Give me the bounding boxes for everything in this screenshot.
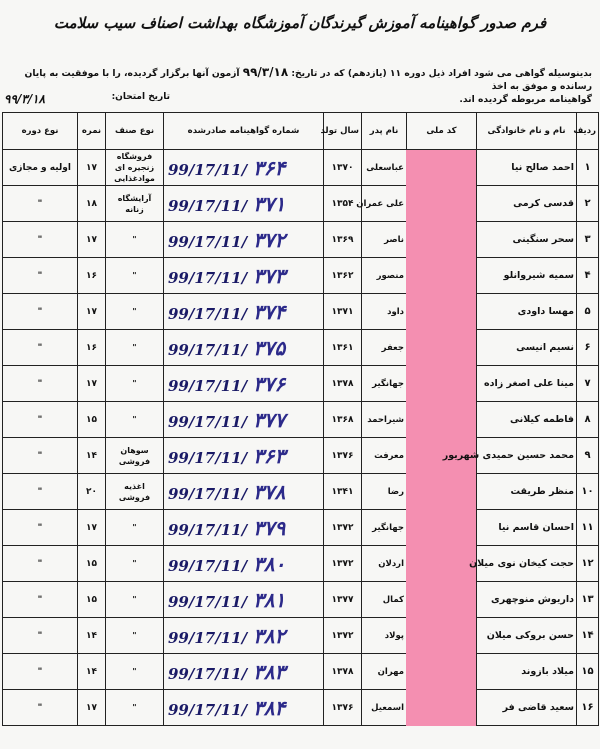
certificate-number bbox=[164, 582, 324, 618]
score: ۱۴ bbox=[78, 618, 106, 654]
birth-year: ۱۳۶۲ bbox=[324, 258, 362, 294]
exam-date-label: تاریخ امتحان: bbox=[111, 92, 170, 102]
father-name: شیراحمد bbox=[362, 402, 407, 438]
score: ۱۷ bbox=[78, 510, 106, 546]
intro-text bbox=[2, 66, 592, 106]
national-id-redacted bbox=[407, 366, 477, 402]
certificate-handwritten-number: ۳۸۱ bbox=[253, 587, 286, 612]
national-id-redacted bbox=[407, 474, 477, 510]
guild-type: اغذیه فروشی bbox=[106, 474, 164, 510]
score: ۱۵ bbox=[78, 402, 106, 438]
table-row bbox=[3, 402, 599, 438]
father-name: جعفر bbox=[362, 330, 407, 366]
national-id-redacted bbox=[407, 330, 477, 366]
certificate-number bbox=[164, 294, 324, 330]
table-row bbox=[3, 330, 599, 366]
row-number: ۵ bbox=[577, 294, 599, 330]
table-row bbox=[3, 294, 599, 330]
table-row bbox=[3, 258, 599, 294]
certificate-prefix: 99/17/11/ bbox=[168, 412, 248, 431]
guild-type: سوهان فروشی bbox=[106, 438, 164, 474]
guild-type: " bbox=[106, 510, 164, 546]
national-id-redacted bbox=[407, 546, 477, 582]
row-number: ۱۰ bbox=[577, 474, 599, 510]
father-name: کمال bbox=[362, 582, 407, 618]
national-id-redacted bbox=[407, 150, 477, 186]
table-row bbox=[3, 150, 599, 186]
certificate-handwritten-number: ۳۸۰ bbox=[253, 551, 286, 576]
applicant-name: سمیه شیروانلو bbox=[477, 258, 577, 294]
table-row bbox=[3, 222, 599, 258]
birth-year: ۱۳۷۰ bbox=[324, 150, 362, 186]
birth-year: ۱۳۷۲ bbox=[324, 546, 362, 582]
course-type: " bbox=[3, 402, 78, 438]
certificate-prefix: 99/17/11/ bbox=[168, 268, 248, 287]
row-number: ۱۳ bbox=[577, 582, 599, 618]
father-name: جهانگیر bbox=[362, 510, 407, 546]
header-course-type: نوع دوره bbox=[3, 113, 78, 150]
applicant-name: قدسی کرمی bbox=[477, 186, 577, 222]
score: ۱۸ bbox=[78, 186, 106, 222]
applicant-name: میلاد بازوند bbox=[477, 654, 577, 690]
course-type: " bbox=[3, 618, 78, 654]
certificate-prefix: 99/17/11/ bbox=[168, 160, 248, 179]
course-type: " bbox=[3, 366, 78, 402]
father-name: عباسعلی bbox=[362, 150, 407, 186]
intro-line1-a: بدینوسیله گواهی می شود افراد ذیل دوره ۱۱ (یازدهم) که در تاریخ: bbox=[291, 68, 592, 79]
score: ۱۴ bbox=[78, 654, 106, 690]
header-row-number: ردیف bbox=[577, 113, 599, 150]
certificate-prefix: 99/17/11/ bbox=[168, 520, 248, 539]
father-name: رضا bbox=[362, 474, 407, 510]
table-row bbox=[3, 186, 599, 222]
header-guild: نوع صنف bbox=[106, 113, 164, 150]
guild-type: " bbox=[106, 294, 164, 330]
course-type: " bbox=[3, 438, 78, 474]
certificate-handwritten-number: ۳۶۴ bbox=[253, 155, 286, 180]
guild-type: " bbox=[106, 330, 164, 366]
course-type: " bbox=[3, 474, 78, 510]
certificate-prefix: 99/17/11/ bbox=[168, 448, 248, 467]
birth-year: ۱۳۷۸ bbox=[324, 366, 362, 402]
certificate-number bbox=[164, 690, 324, 726]
course-type: اولیه و مجازی bbox=[3, 150, 78, 186]
course-type: " bbox=[3, 186, 78, 222]
national-id-redacted bbox=[407, 582, 477, 618]
certificate-handwritten-number: ۳۸۴ bbox=[253, 695, 286, 720]
certificate-prefix: 99/17/11/ bbox=[168, 628, 248, 647]
national-id-redacted bbox=[407, 618, 477, 654]
applicant-name: منظر طریقت bbox=[477, 474, 577, 510]
intro-line2: گواهینامه مربوطه گردیده اند. bbox=[459, 94, 592, 105]
score: ۱۷ bbox=[78, 222, 106, 258]
course-type: " bbox=[3, 582, 78, 618]
birth-year: ۱۳۶۸ bbox=[324, 402, 362, 438]
table-row bbox=[3, 654, 599, 690]
score: ۱۵ bbox=[78, 546, 106, 582]
header-score: نمره bbox=[78, 113, 106, 150]
applicant-name: احمد صالح نیا bbox=[477, 150, 577, 186]
birth-year: ۱۳۶۱ bbox=[324, 330, 362, 366]
birth-year: ۱۳۴۱ bbox=[324, 474, 362, 510]
national-id-redacted bbox=[407, 186, 477, 222]
guild-type: " bbox=[106, 366, 164, 402]
certificate-handwritten-number: ۳۸۲ bbox=[253, 623, 286, 648]
header-certificate: شماره گواهینامه صادرشده bbox=[164, 113, 324, 150]
guild-type: " bbox=[106, 402, 164, 438]
course-type: " bbox=[3, 294, 78, 330]
father-name: اردلان bbox=[362, 546, 407, 582]
certificate-handwritten-number: ۳۸۳ bbox=[253, 659, 286, 684]
row-number: ۷ bbox=[577, 366, 599, 402]
father-name: جهانگیر bbox=[362, 366, 407, 402]
course-type: " bbox=[3, 510, 78, 546]
father-name: ناصر bbox=[362, 222, 407, 258]
national-id-redacted bbox=[407, 654, 477, 690]
score: ۱۶ bbox=[78, 258, 106, 294]
score: ۱۶ bbox=[78, 330, 106, 366]
certificate-number bbox=[164, 546, 324, 582]
certificate-number bbox=[164, 366, 324, 402]
guild-type: " bbox=[106, 222, 164, 258]
row-number: ۱۲ bbox=[577, 546, 599, 582]
certificate-number bbox=[164, 186, 324, 222]
national-id-redacted bbox=[407, 402, 477, 438]
national-id-redacted bbox=[407, 222, 477, 258]
header-birth-year: سال تولد bbox=[324, 113, 362, 150]
national-id-redacted bbox=[407, 690, 477, 726]
applicant-name: مهسا داودی bbox=[477, 294, 577, 330]
certificate-number bbox=[164, 222, 324, 258]
certificate-prefix: 99/17/11/ bbox=[168, 700, 248, 719]
certificate-prefix: 99/17/11/ bbox=[168, 556, 248, 575]
score: ۱۵ bbox=[78, 582, 106, 618]
father-name: پولاد bbox=[362, 618, 407, 654]
table-row bbox=[3, 474, 599, 510]
certificate-handwritten-number: ۳۷۸ bbox=[253, 479, 286, 504]
course-type: " bbox=[3, 330, 78, 366]
row-number: ۱۶ bbox=[577, 690, 599, 726]
applicant-name: سعید قاضی فر bbox=[477, 690, 577, 726]
national-id-redacted bbox=[407, 258, 477, 294]
guild-type: " bbox=[106, 258, 164, 294]
father-name: منصور bbox=[362, 258, 407, 294]
table-row bbox=[3, 690, 599, 726]
course-type: " bbox=[3, 546, 78, 582]
table-row bbox=[3, 618, 599, 654]
birth-year: ۱۳۷۶ bbox=[324, 690, 362, 726]
row-number: ۶ bbox=[577, 330, 599, 366]
score: ۱۴ bbox=[78, 438, 106, 474]
certificate-prefix: 99/17/11/ bbox=[168, 376, 248, 395]
course-type: " bbox=[3, 690, 78, 726]
row-number: ۲ bbox=[577, 186, 599, 222]
father-name: اسمعیل bbox=[362, 690, 407, 726]
applicant-name: داریوش منوچهری bbox=[477, 582, 577, 618]
national-id-redacted bbox=[407, 510, 477, 546]
certificate-handwritten-number: ۳۷۶ bbox=[253, 371, 286, 396]
certificate-handwritten-number: ۳۷۱ bbox=[253, 191, 286, 216]
course-type: " bbox=[3, 654, 78, 690]
applicant-name: احسان قاسم نیا bbox=[477, 510, 577, 546]
birth-year: ۱۳۷۲ bbox=[324, 510, 362, 546]
certificate-handwritten-number: ۳۶۳ bbox=[253, 443, 286, 468]
national-id-redacted bbox=[407, 294, 477, 330]
header-name: نام و نام خانوادگی bbox=[477, 113, 577, 150]
score: ۱۷ bbox=[78, 690, 106, 726]
table-row bbox=[3, 438, 599, 474]
certificate-number bbox=[164, 258, 324, 294]
score: ۱۷ bbox=[78, 366, 106, 402]
certificate-number bbox=[164, 438, 324, 474]
certificate-prefix: 99/17/11/ bbox=[168, 196, 248, 215]
applicant-name: سحر سنگینی bbox=[477, 222, 577, 258]
table-header-row bbox=[3, 113, 599, 150]
certificate-table bbox=[2, 112, 599, 726]
certificate-handwritten-number: ۳۷۳ bbox=[253, 263, 286, 288]
certificate-prefix: 99/17/11/ bbox=[168, 592, 248, 611]
birth-year: ۱۳۵۴ bbox=[324, 186, 362, 222]
guild-type: فروشگاه زنجیره ای موادغذایی bbox=[106, 150, 164, 186]
birth-year: ۱۳۷۱ bbox=[324, 294, 362, 330]
table-row bbox=[3, 582, 599, 618]
birth-year: ۱۳۷۸ bbox=[324, 654, 362, 690]
father-name: معرفت bbox=[362, 438, 407, 474]
birth-year: ۱۳۶۹ bbox=[324, 222, 362, 258]
exam-date-value: ۹۹/۳/۱۸ bbox=[4, 92, 45, 106]
intro-exam-date: ۹۹/۳/۱۸ bbox=[242, 65, 289, 79]
row-number: ۴ bbox=[577, 258, 599, 294]
father-name: داود bbox=[362, 294, 407, 330]
guild-type: " bbox=[106, 654, 164, 690]
form-title: فرم صدور گواهینامه آموزش گیرندگان آموزشگاه بهداشت اصناف سیب سلامت bbox=[53, 14, 547, 32]
certificate-handwritten-number: ۳۷۴ bbox=[253, 299, 286, 324]
applicant-name: حجت کیخان نوی میلان bbox=[477, 546, 577, 582]
intro-line1-b: آزمون آنها برگزار گردیده، را با موفقیت به پایان رسانده و موفق به اخذ bbox=[24, 68, 592, 92]
father-name: علی عمران bbox=[362, 186, 407, 222]
header-father: نام پدر bbox=[362, 113, 407, 150]
row-number: ۳ bbox=[577, 222, 599, 258]
table-row bbox=[3, 366, 599, 402]
score: ۱۷ bbox=[78, 294, 106, 330]
certificate-number bbox=[164, 510, 324, 546]
row-number: ۸ bbox=[577, 402, 599, 438]
header-national-id: کد ملی bbox=[407, 113, 477, 150]
certificate-handwritten-number: ۳۷۹ bbox=[253, 515, 286, 540]
row-number: ۱۵ bbox=[577, 654, 599, 690]
certificate-prefix: 99/17/11/ bbox=[168, 304, 248, 323]
father-name: مهران bbox=[362, 654, 407, 690]
certificate-number bbox=[164, 474, 324, 510]
row-number: ۱۱ bbox=[577, 510, 599, 546]
row-number: ۱۴ bbox=[577, 618, 599, 654]
certificate-number bbox=[164, 618, 324, 654]
applicant-name: فاطمه کیلانی bbox=[477, 402, 577, 438]
applicant-name: نسیم انیسی bbox=[477, 330, 577, 366]
birth-year: ۱۳۷۷ bbox=[324, 582, 362, 618]
guild-type: آرایشگاه زنانه bbox=[106, 186, 164, 222]
birth-year: ۱۳۷۶ bbox=[324, 438, 362, 474]
certificate-handwritten-number: ۳۷۷ bbox=[253, 407, 286, 432]
certificate-handwritten-number: ۳۷۲ bbox=[253, 227, 286, 252]
certificate-prefix: 99/17/11/ bbox=[168, 232, 248, 251]
certificate-prefix: 99/17/11/ bbox=[168, 664, 248, 683]
guild-type: " bbox=[106, 582, 164, 618]
guild-type: " bbox=[106, 618, 164, 654]
course-type: " bbox=[3, 258, 78, 294]
score: ۲۰ bbox=[78, 474, 106, 510]
guild-type: " bbox=[106, 690, 164, 726]
certificate-number bbox=[164, 402, 324, 438]
row-number: ۱ bbox=[577, 150, 599, 186]
applicant-name: حسن بروکی میلان bbox=[477, 618, 577, 654]
applicant-name: محمد حسین حمیدی شهریور bbox=[477, 438, 577, 474]
birth-year: ۱۳۷۲ bbox=[324, 618, 362, 654]
applicant-name: مینا علی اصغر زاده bbox=[477, 366, 577, 402]
guild-type: " bbox=[106, 546, 164, 582]
course-type: " bbox=[3, 222, 78, 258]
certificate-number bbox=[164, 654, 324, 690]
table-row bbox=[3, 510, 599, 546]
certificate-prefix: 99/17/11/ bbox=[168, 340, 248, 359]
table-row bbox=[3, 546, 599, 582]
certificate-number bbox=[164, 330, 324, 366]
row-number: ۹ bbox=[577, 438, 599, 474]
score: ۱۷ bbox=[78, 150, 106, 186]
certificate-number bbox=[164, 150, 324, 186]
certificate-prefix: 99/17/11/ bbox=[168, 484, 248, 503]
certificate-handwritten-number: ۳۷۵ bbox=[253, 335, 286, 360]
